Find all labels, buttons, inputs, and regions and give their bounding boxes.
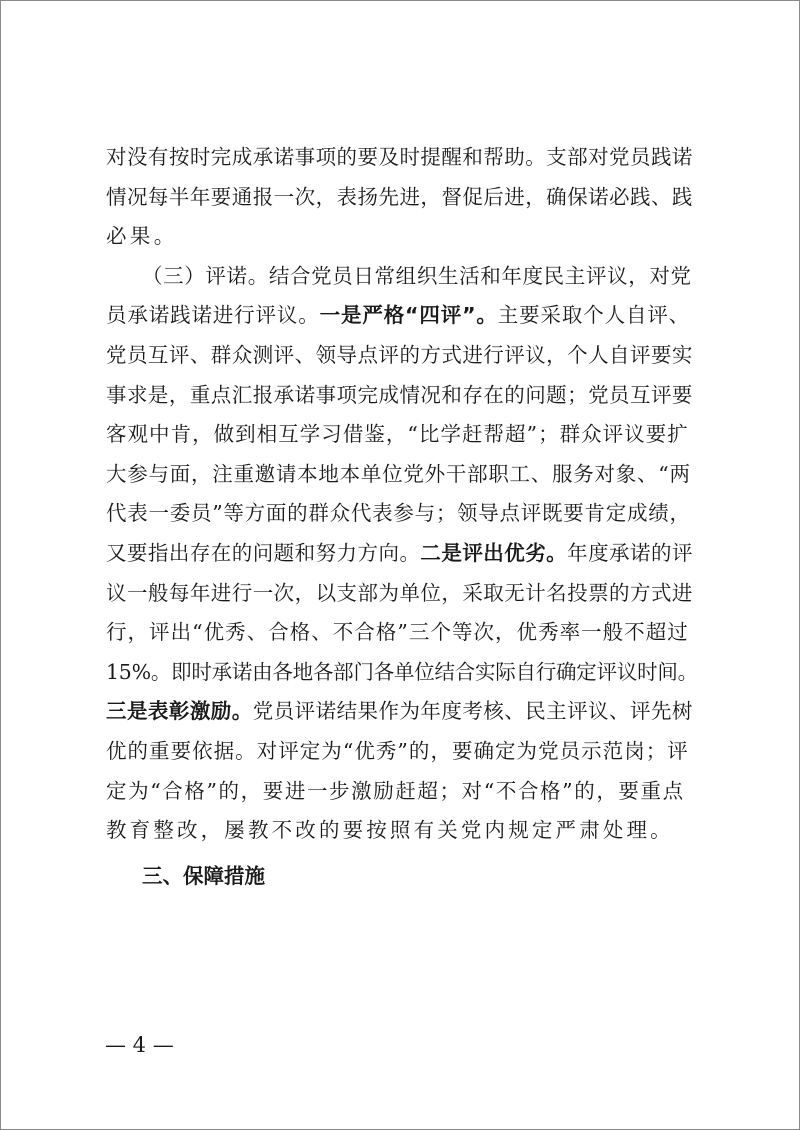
page-number: — 4 — [105, 1033, 174, 1057]
paragraph-line [106, 459, 691, 489]
text-segment: 年度承诺的评 [567, 541, 693, 565]
paragraph-line [106, 538, 693, 568]
text-segment: 定为“合格”的，要进一步激励赶超；对“不合格”的，要重点 [106, 778, 685, 803]
bold-text-segment: 三是表彰激励。 [106, 699, 253, 724]
paragraph-line [106, 498, 691, 528]
paragraph-line [106, 657, 698, 687]
paragraph-line [106, 380, 693, 410]
text-segment: 15%。即时承诺由各地各部门各单位结合实际自行确定评议时间。 [106, 659, 698, 684]
text-segment: 党员互评、群众测评、领导点评的方式进行评议，个人自评要实 [106, 343, 693, 367]
text-segment: 主要采取个人自评、 [497, 303, 691, 328]
text-segment: 党员评诺结果作为年度考核、民主评议、评先树 [252, 699, 693, 724]
text-segment: （三）评诺。结合党员日常组织生活和年度民主评议，对党 [142, 263, 692, 288]
bold-text-segment: 一是严格“四评”。 [319, 303, 498, 328]
paragraph-line [106, 221, 178, 251]
text-segment: 必果。 [106, 224, 178, 249]
text-segment: 情况每半年要通报一次，表扬先进，督促后进，确保诺必践、践 [106, 184, 693, 209]
text-segment: 行，评出“优秀、合格、不合格”三个等次，优秀率一般不超过 [106, 620, 689, 645]
text-segment: 事求是，重点汇报承诺事项完成情况和存在的问题；党员互评要 [106, 382, 693, 407]
bold-text-segment: 二是评出优劣。 [420, 541, 568, 565]
paragraph-line [106, 578, 693, 608]
text-segment: 大参与面，注重邀请本地本单位党外干部职工、服务对象、“两 [106, 461, 691, 486]
paragraph-line [106, 776, 685, 806]
text-segment: 教育整改，屡教不改的要按照有关党内规定严肃处理。 [106, 818, 674, 843]
text-segment: 又要指出存在的问题和努力方向。 [106, 541, 421, 565]
paragraph-line [106, 182, 693, 212]
text-segment: 员承诺践诺进行评议。 [106, 303, 320, 328]
paragraph-line [106, 142, 693, 172]
paragraph-line [142, 261, 692, 291]
paragraph-line [106, 815, 674, 845]
text-segment: 议一般每年进行一次，以支部为单位，采取无计名投票的方式进 [106, 580, 693, 605]
text-segment: 代表一委员”等方面的群众代表参与；领导点评既要肯定成绩， [106, 501, 691, 526]
paragraph-line [106, 736, 689, 766]
text-segment: 优的重要依据。对评定为“优秀”的，要确定为党员示范岗；评 [106, 739, 689, 763]
paragraph-line [106, 696, 693, 726]
text-segment: 对没有按时完成承诺事项的要及时提醒和帮助。支部对党员践诺 [106, 145, 693, 169]
paragraph-line [106, 340, 693, 370]
paragraph-line [106, 617, 689, 647]
section-heading: 三、保障措施 [142, 863, 265, 888]
paragraph-line [106, 300, 690, 330]
paragraph-line [106, 419, 689, 449]
text-segment: 客观中肯，做到相互学习借鉴，“比学赶帮超”；群众评议要扩 [106, 422, 689, 447]
